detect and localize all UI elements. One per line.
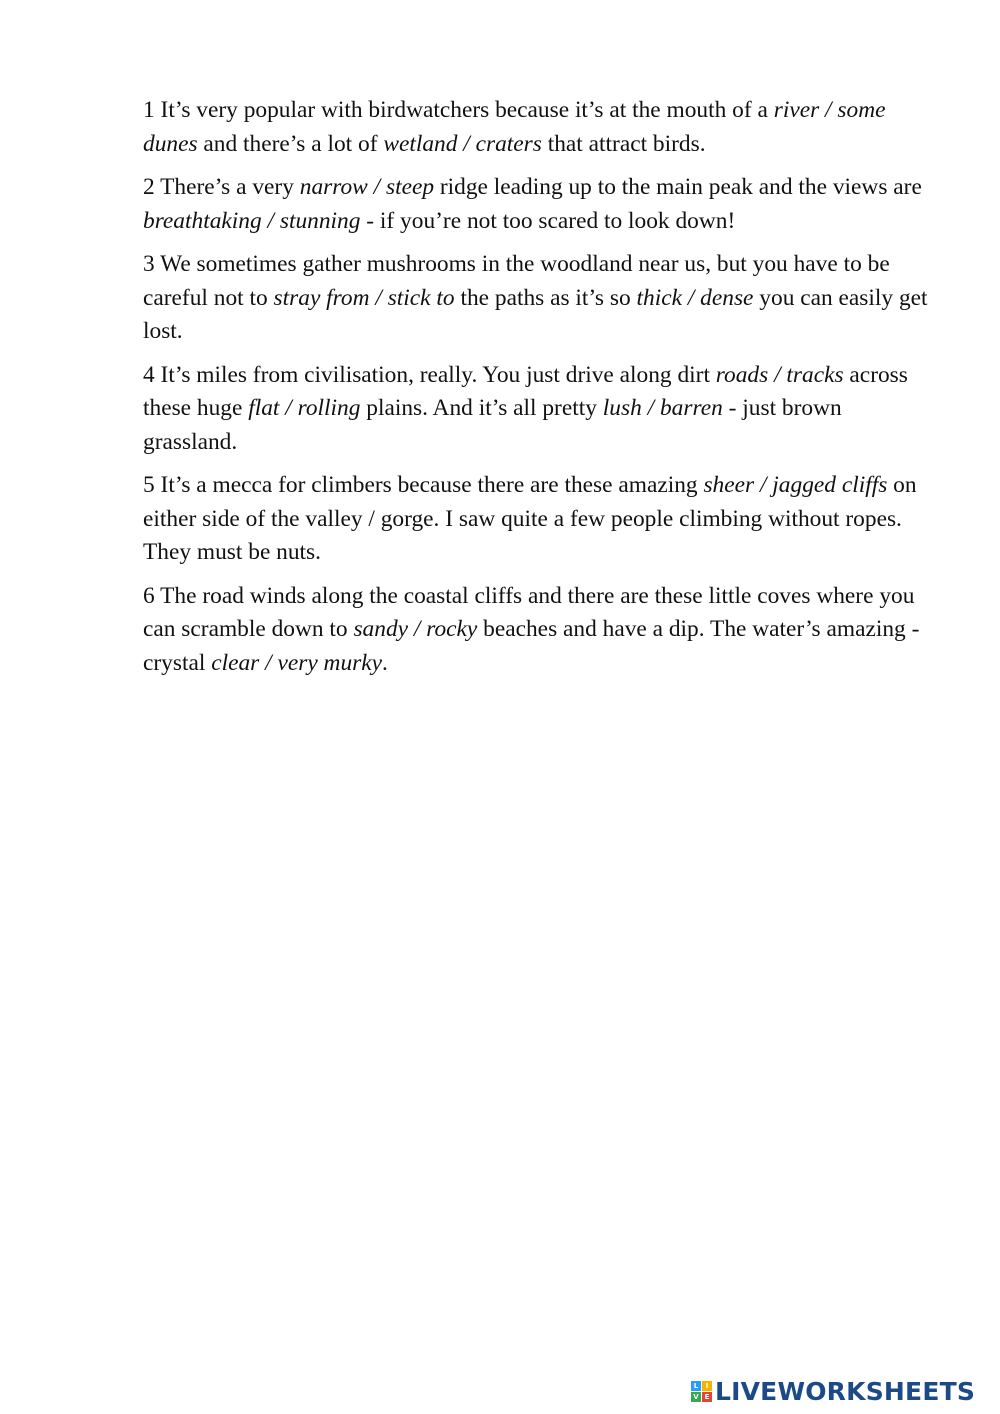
sentence-text: 1 It’s very popular with birdwatchers because it’s at the mouth of a [143,97,774,123]
answer-options: river / some dunes [143,97,886,157]
answer-options: thick / dense [636,284,754,311]
sentence-text: 3 We sometimes gather mushrooms in the woodland near us, but you have to be careful not to [143,251,890,311]
sentence-text: 5 It’s a mecca for climbers because there are these amazing [143,472,704,498]
sentence-text: - if you’re not too scared to look down! [360,207,736,234]
logo-icon-cell: V [691,1392,701,1402]
answer-options: sheer / jagged cliffs [703,472,888,498]
answer-options: lush / barren [602,395,723,421]
answer-options: breathtaking / stunning [143,207,361,234]
sentence-text: on either side of the valley / gorge. I saw quite a few people climbing without ropes. They must be nuts. [143,472,917,565]
exercise-item-4 [143,359,933,460]
answer-options: wetland / craters [383,130,542,157]
logo-icon-cell: E [702,1392,712,1402]
sentence-text: 4 It’s miles from civilisation, really. You just drive along dirt [143,361,716,388]
worksheet-body [143,94,933,690]
answer-options: narrow / steep [299,174,435,200]
exercise-item-1 [143,94,933,161]
answer-options: roads / tracks [715,361,844,388]
sentence-text: plains. And it’s all pretty [360,395,603,421]
sentence-text: the paths as it’s so [454,284,637,311]
exercise-item-3 [143,248,933,349]
sentence-text: 2 There’s a very [143,174,300,200]
answer-options: sandy / rocky [353,616,478,642]
sentence-text: and there’s a lot of [197,130,384,157]
sentence-text: - just brown grassland. [143,395,842,455]
sentence-text: . [382,649,388,676]
answer-options: stray from / stick to [273,284,455,311]
logo-icon [691,1381,712,1402]
sentence-text: 6 The road winds along the coastal cliffs and there are these little coves where you can scramble down to [143,582,915,642]
logo-icon-cell: I [702,1381,712,1391]
exercise-item-5 [143,469,933,570]
sentence-text: ridge leading up to the main peak and the views are [434,174,922,200]
liveworksheets-logo [691,1376,975,1406]
sentence-text: that attract birds. [541,130,706,157]
answer-options: flat / rolling [248,395,361,421]
sentence-text: you can easily get lost. [143,284,928,344]
logo-icon-cell: L [691,1381,701,1391]
exercise-item-2 [143,171,933,238]
logo-text: LIVEWORKSHEETS [715,1376,976,1406]
answer-options: clear / very murky [211,649,383,676]
sentence-text: across these huge [143,361,908,421]
exercise-item-6 [143,580,933,681]
sentence-text: beaches and have a dip. The water’s amazing - crystal [143,616,920,676]
